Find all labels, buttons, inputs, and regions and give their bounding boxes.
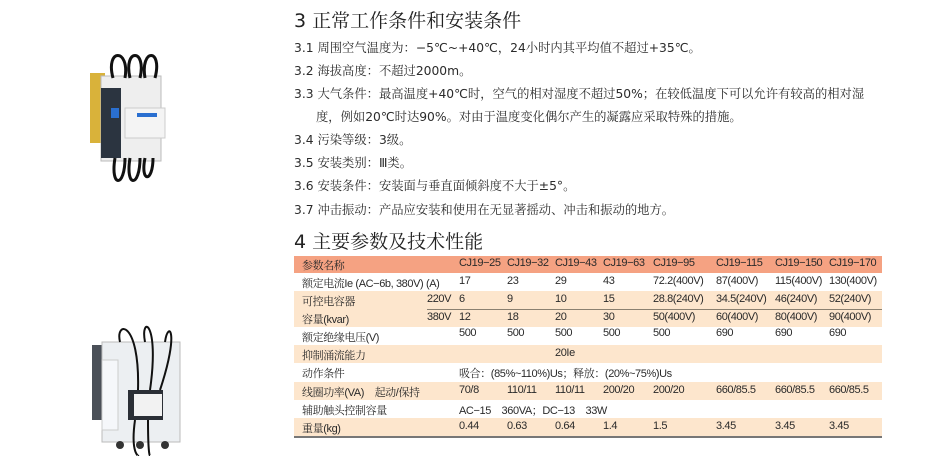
row-label: 额定绝缘电压(V) <box>302 332 380 345</box>
table-cell: 200/20 <box>653 383 685 396</box>
condition-3-1: 3.1 周围空气温度为：−5℃~+40℃，24小时内其平均值不超过+35℃。 <box>294 41 701 55</box>
table-span-cell: AC−15 360VA；DC−13 33W <box>459 404 607 417</box>
table-cell: 500 <box>653 327 671 340</box>
table-cell: 110/11 <box>507 383 537 396</box>
table-cell: 12 <box>459 311 471 324</box>
table-cell: 70/8 <box>459 383 479 396</box>
table-cell: 110/11 <box>555 383 585 396</box>
table-cell: 43 <box>603 275 615 287</box>
column-header: CJ19−115 <box>716 257 763 269</box>
column-header: CJ19−43 <box>555 257 597 269</box>
table-row <box>294 273 882 291</box>
condition-3-7: 3.7 冲击振动：产品应安装和使用在无显著摇动、冲击和振动的地方。 <box>294 203 675 217</box>
table-cell: 115(400V) <box>775 275 822 287</box>
table-row <box>294 327 882 345</box>
table-cell: 20 <box>555 311 567 324</box>
table-cell: 23 <box>507 275 519 287</box>
table-cell: 15 <box>603 293 615 306</box>
table-row <box>294 345 882 363</box>
table-cell: 28.8(240V) <box>653 293 704 306</box>
row-label: 可控电容器 <box>302 296 355 309</box>
table-cell: 60(400V) <box>716 311 759 324</box>
row-divider <box>427 309 882 310</box>
table-cell: 18 <box>507 311 519 324</box>
table-cell: 3.45 <box>716 419 736 432</box>
table-cell: 3.45 <box>829 419 849 432</box>
condition-3-5: 3.5 安装类别：Ⅲ类。 <box>294 156 413 170</box>
table-cell: 500 <box>507 327 525 340</box>
table-cell: 200/20 <box>603 383 635 396</box>
contactor-product-image-large <box>90 320 190 456</box>
table-cell: 0.44 <box>459 419 479 432</box>
condition-3-6: 3.6 安装条件：安装面与垂直面倾斜度不大于±5°。 <box>294 179 576 193</box>
contactor-product-image-small <box>85 48 175 188</box>
column-header: CJ19−32 <box>507 257 549 269</box>
row-label: 容量(kvar) <box>302 314 349 327</box>
table-cell: 80(400V) <box>775 311 818 324</box>
row-label: 辅助触头控制容量 <box>302 404 387 417</box>
row-voltage-label: 220V <box>427 293 452 306</box>
table-cell: 17 <box>459 275 471 287</box>
condition-3-3-cont: 度，例如20℃时达90%。对由于温度变化偶尔产生的凝露应采取特殊的措施。 <box>316 110 742 124</box>
table-cell: 1.5 <box>653 419 668 432</box>
table-row <box>294 291 882 309</box>
column-header: CJ19−63 <box>603 257 645 269</box>
table-row <box>294 418 882 438</box>
table-cell: 30 <box>603 311 615 324</box>
table-header-row <box>294 256 882 273</box>
row-voltage-label: 380V <box>427 311 452 324</box>
section-4-title: 4 主要参数及技术性能 <box>294 231 484 253</box>
condition-3-4: 3.4 污染等级：3级。 <box>294 133 412 147</box>
column-header: CJ19−95 <box>653 257 695 269</box>
table-cell: 52(240V) <box>829 293 872 306</box>
specs-table <box>294 256 882 438</box>
table-cell: 6 <box>459 293 465 306</box>
table-cell: 34.5(240V) <box>716 293 767 306</box>
section-3-title: 3 正常工作条件和安装条件 <box>294 10 522 32</box>
table-cell: 0.63 <box>507 419 527 432</box>
table-cell: 500 <box>555 327 573 340</box>
table-cell: 46(240V) <box>775 293 818 306</box>
table-cell: 50(400V) <box>653 311 696 324</box>
table-span-cell: 吸合：(85%~110%)Us；释放：(20%~75%)Us <box>459 368 672 381</box>
table-row <box>294 382 882 400</box>
column-header: CJ19−170 <box>829 257 877 269</box>
table-cell: 10 <box>555 293 567 306</box>
table-cell: 9 <box>507 293 513 306</box>
row-label: 额定电流Ie (AC−6b, 380V) (A) <box>302 278 440 290</box>
table-cell: 130(400V) <box>829 275 877 287</box>
table-cell: 29 <box>555 275 567 287</box>
table-cell: 660/85.5 <box>716 383 756 396</box>
row-label: 抑制涌流能力 <box>302 350 366 363</box>
column-header: CJ19−25 <box>459 257 501 269</box>
table-span-cell: 20Ie <box>555 347 575 360</box>
condition-3-3: 3.3 大气条件：最高温度+40℃时，空气的相对湿度不超过50%；在较低温度下可以允许有较高的相对湿 <box>294 87 865 101</box>
table-row <box>294 363 882 381</box>
table-cell: 87(400V) <box>716 275 759 287</box>
table-cell: 90(400V) <box>829 311 872 324</box>
table-row <box>294 309 882 327</box>
row-label: 动作条件 <box>302 368 345 381</box>
table-cell: 1.4 <box>603 419 618 432</box>
table-cell: 500 <box>459 327 477 340</box>
table-cell: 690 <box>775 327 793 340</box>
table-cell: 3.45 <box>775 419 795 432</box>
condition-3-2: 3.2 海拔高度：不超过2000m。 <box>294 64 472 78</box>
table-cell: 690 <box>829 327 847 340</box>
table-cell: 690 <box>716 327 734 340</box>
table-cell: 72.2(400V) <box>653 275 704 287</box>
row-label: 线圈功率(VA) 起动/保持 <box>302 386 420 399</box>
table-cell: 660/85.5 <box>829 383 869 396</box>
table-row <box>294 400 882 418</box>
table-cell: 0.64 <box>555 419 575 432</box>
table-cell: 660/85.5 <box>775 383 815 396</box>
column-header: CJ19−150 <box>775 257 823 269</box>
row-label: 重量(kg) <box>302 422 341 435</box>
table-cell: 500 <box>603 327 621 340</box>
column-header-name: 参数名称 <box>302 260 345 272</box>
